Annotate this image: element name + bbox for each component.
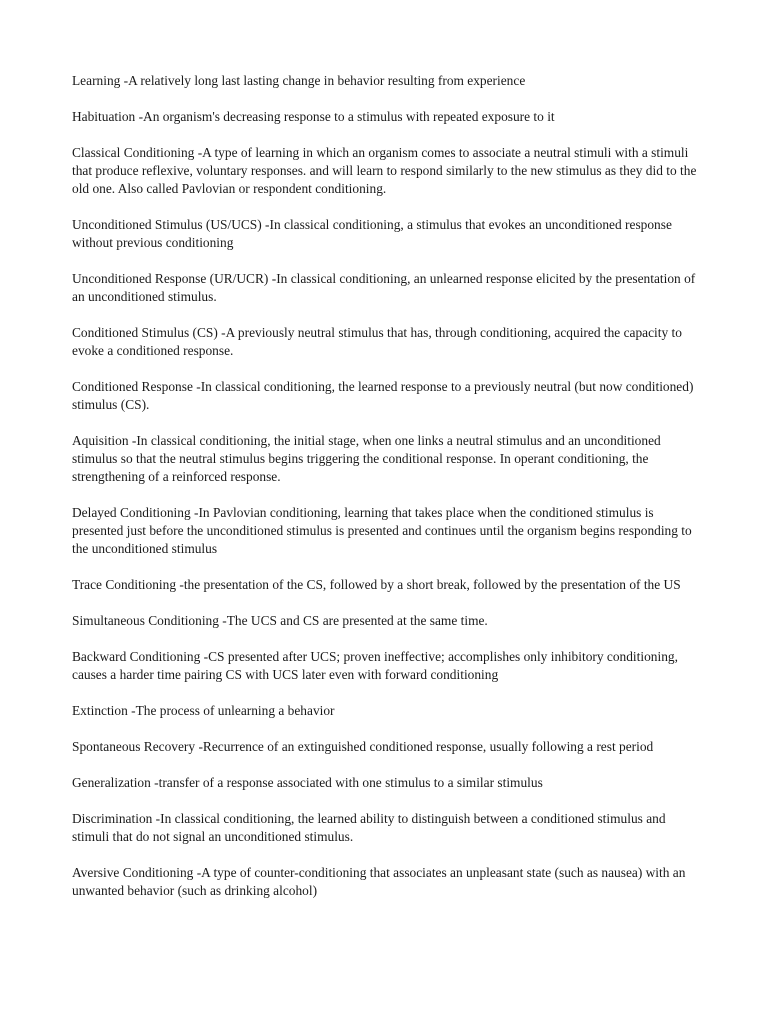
glossary-entry-simultaneous-conditioning: Simultaneous Conditioning -The UCS and CS are presented at the same time. (72, 613, 488, 628)
glossary-entry-unconditioned-response: Unconditioned Response (UR/UCR) -In classical conditioning, an unlearned response elicited by the presentation of an unconditioned stimulus. (72, 271, 696, 304)
glossary-entry-backward-conditioning: Backward Conditioning -CS presented after UCS; proven ineffective; accomplishes only inhibitory conditioning, causes a harder time pairing CS with UCS later even with forward conditioning (72, 649, 678, 682)
glossary-entry-conditioned-stimulus: Conditioned Stimulus (CS) -A previously neutral stimulus that has, through conditioning, acquired the capacity to evoke a conditioned response. (72, 325, 682, 358)
glossary-entry-delayed-conditioning: Delayed Conditioning -In Pavlovian conditioning, learning that takes place when the conditioned stimulus is presented just before the unconditioned stimulus is presented and continues until the organism begins responding to the unconditioned stimulus (72, 505, 692, 556)
glossary-entry-trace-conditioning: Trace Conditioning -the presentation of the CS, followed by a short break, followed by the presentation of the US (72, 577, 681, 592)
glossary-entry-conditioned-response: Conditioned Response -In classical conditioning, the learned response to a previously neutral (but now conditioned) stimulus (CS). (72, 379, 694, 412)
glossary-entry-generalization: Generalization -transfer of a response associated with one stimulus to a similar stimulus (72, 775, 543, 790)
glossary-entry-discrimination: Discrimination -In classical conditioning, the learned ability to distinguish between a conditioned stimulus and stimuli that do not signal an unconditioned stimulus. (72, 811, 666, 844)
glossary-entry-aquisition: Aquisition -In classical conditioning, the initial stage, when one links a neutral stimulus and an unconditioned stimulus so that the neutral stimulus begins triggering the conditional response. In operant conditioning, the strengthening of a reinforced response. (72, 433, 661, 484)
glossary-list (72, 72, 702, 918)
glossary-entry-classical-conditioning: Classical Conditioning -A type of learning in which an organism comes to associate a neutral stimuli with a stimuli that produce reflexive, voluntary responses. and will learn to respond similarly to the new stimulus as they did to the old one. Also called Pavlovian or respondent conditioning. (72, 145, 697, 196)
glossary-entry-learning: Learning -A relatively long last lasting change in behavior resulting from experience (72, 73, 526, 88)
glossary-entry-unconditioned-stimulus: Unconditioned Stimulus (US/UCS) -In classical conditioning, a stimulus that evokes an unconditioned response without previous conditioning (72, 217, 672, 250)
glossary-entry-spontaneous-recovery: Spontaneous Recovery -Recurrence of an extinguished conditioned response, usually following a rest period (72, 739, 654, 754)
glossary-entry-extinction: Extinction -The process of unlearning a behavior (72, 703, 335, 718)
glossary-entry-habituation: Habituation -An organism's decreasing response to a stimulus with repeated exposure to it (72, 109, 555, 124)
glossary-entry-aversive-conditioning: Aversive Conditioning -A type of counter-conditioning that associates an unpleasant state (such as nausea) with an unwanted behavior (such as drinking alcohol) (72, 865, 686, 898)
